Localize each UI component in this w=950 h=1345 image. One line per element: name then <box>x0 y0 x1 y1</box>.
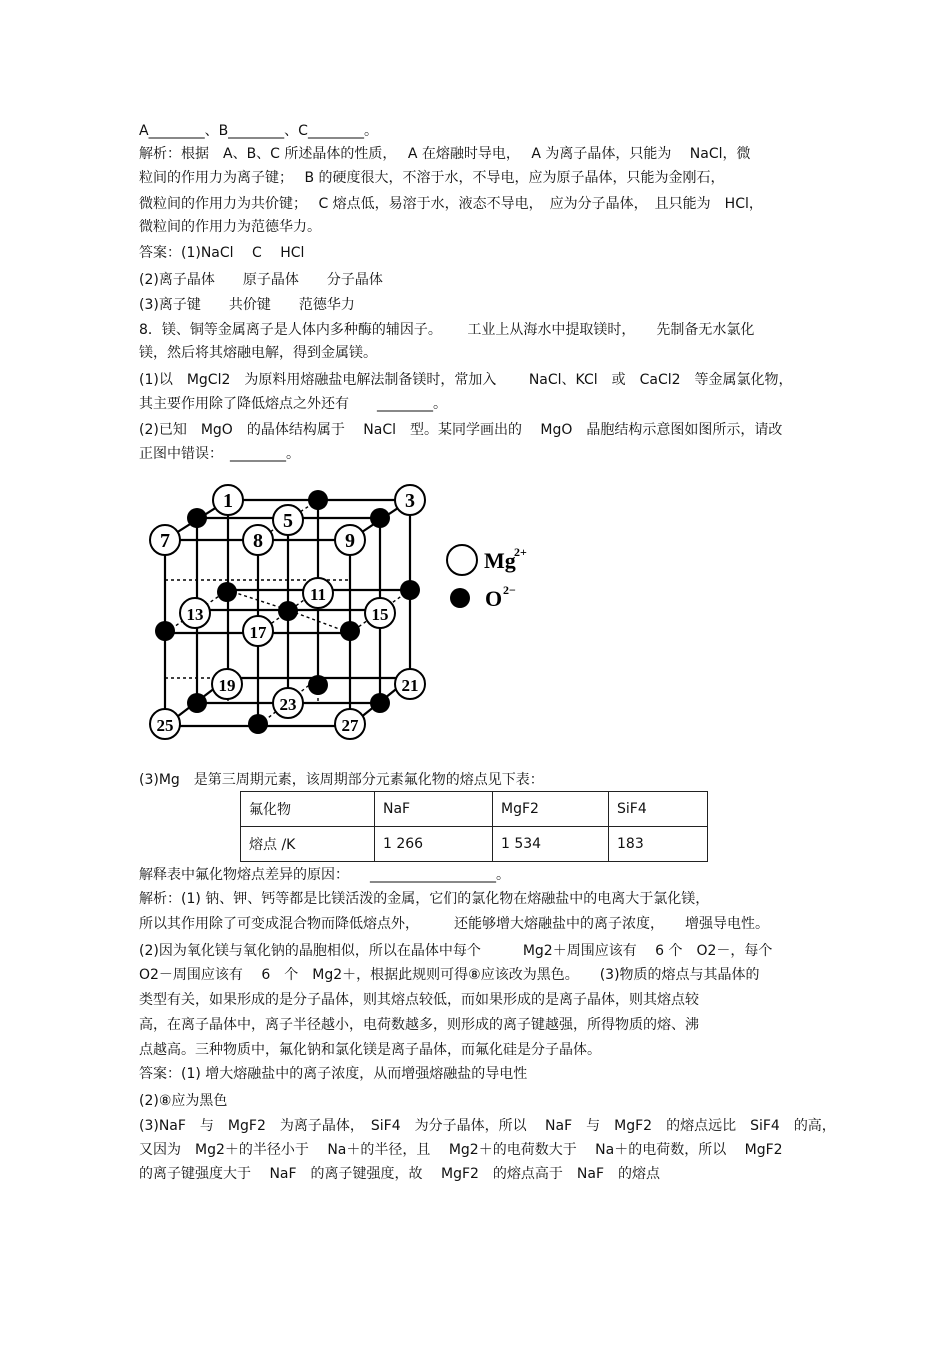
analysis-line: 微粒间的作用力为范德华力。 <box>139 219 321 235</box>
table-cell: 熔点 /K <box>241 827 375 862</box>
analysis-line: 微粒间的作用力为共价键； C 熔点低，易溶于水，液态不导电， 应为分子晶体， 且只能为 HCl， <box>139 196 763 212</box>
table-cell: 183 <box>609 827 708 862</box>
answer-line: 的离子键强度大于 NaF 的离子键强度，故 MgF2 的熔点高于 NaF 的熔点 <box>139 1166 661 1182</box>
ball-label: 1 <box>223 490 233 512</box>
analysis-line: 解析：(1) 钠、钾、钙等都是比镁活泼的金属，它们的氯化物在熔融盐中的电离大于氯化镁， <box>139 891 710 907</box>
question-8-part1-line: (1)以 MgCl2 为原料用熔融盐电解法制备镁时，常加入 NaCl、KCl 或 CaCl2 等金属氯化物， <box>139 372 793 388</box>
ball-label: 21 <box>401 676 419 695</box>
table-cell: SiF4 <box>609 792 708 827</box>
ball-label: 27 <box>341 716 359 735</box>
analysis-line: 粒间的作用力为离子键； B 的硬度很大，不溶于水，不导电，应为原子晶体，只能为金刚石， <box>139 170 725 186</box>
analysis-line: 点越高。三种物质中，氟化钠和氯化镁是离子晶体，而氟化硅是分子晶体。 <box>139 1042 601 1058</box>
answer-line: (3)离子键 共价键 范德华力 <box>139 297 355 313</box>
analysis-line: 高，在离子晶体中，离子半径越小，电荷数越多，则形成的离子键越强，所得物质的熔、沸 <box>139 1017 699 1033</box>
table-row <box>241 827 708 862</box>
table-cell: NaF <box>375 792 493 827</box>
question-8-line: 8．镁、铜等金属离子是人体内多种酶的辅因子。 工业上从海水中提取镁时， 先制备无水氯化 <box>139 322 755 338</box>
ball-label: 9 <box>345 530 355 552</box>
analysis-line: (2)因为氧化镁与氧化钠的晶胞相似，所以在晶体中每个 Mg2＋周围应该有 6 个 O2－，每个 <box>139 943 773 959</box>
answer-line: (2)⑧应为黑色 <box>139 1093 228 1109</box>
ball-label: 23 <box>279 695 297 714</box>
o-legend-charge: 2− <box>503 583 516 597</box>
question-8-part1-line: 其主要作用除了降低熔点之外还有 ________。 <box>139 396 447 412</box>
analysis-line: 类型有关，如果形成的是分子晶体，则其熔点较低，而如果形成的是离子晶体，则其熔点较 <box>139 992 699 1008</box>
ball-label: 13 <box>186 605 204 624</box>
mg-legend-charge: 2+ <box>514 545 527 559</box>
ball-label: 3 <box>405 490 415 512</box>
mg-legend-label: Mg <box>484 548 516 573</box>
mgo-unit-cell-figure <box>140 478 560 750</box>
table-header-row <box>241 792 708 827</box>
question-8-line: 镁，然后将其熔融电解，得到金属镁。 <box>139 345 377 361</box>
question-8-part3-line: (3)Mg 是第三周期元素，该周期部分元素氟化物的熔点见下表： <box>139 772 544 788</box>
table-cell: 1 266 <box>375 827 493 862</box>
answer-line: 答案：(1) 增大熔融盐中的离子浓度，从而增强熔融盐的导电性 <box>139 1066 528 1082</box>
o-legend-icon <box>450 588 470 608</box>
ball-label: 15 <box>371 605 389 624</box>
ball-label: 19 <box>218 676 236 695</box>
answer-line: 又因为 Mg2＋的半径小于 Na＋的半径，且 Mg2＋的电荷数大于 Na＋的电荷数，所以 MgF2 <box>139 1142 783 1158</box>
question-8-part2-line: 正图中错误： ________。 <box>139 446 300 462</box>
question-8-part2-line: (2)已知 MgO 的晶体结构属于 NaCl 型。某同学画出的 MgO 晶胞结构示意图如图所示，请改 <box>139 422 783 438</box>
question-8-part3-line: 解释表中氟化物熔点差异的原因： __________________。 <box>139 867 510 883</box>
answer-blanks-line: A________、B________、C________。 <box>139 123 378 139</box>
ball-label: 7 <box>160 530 170 552</box>
table-cell: MgF2 <box>493 792 609 827</box>
ball-label: 8 <box>253 530 263 552</box>
ball-label: 17 <box>249 623 267 642</box>
o-legend-label: O <box>485 586 503 611</box>
answer-line: (2)离子晶体 原子晶体 分子晶体 <box>139 272 383 288</box>
fluoride-melting-point-table <box>240 791 708 862</box>
table-cell: 1 534 <box>493 827 609 862</box>
ball-label: 5 <box>283 510 293 532</box>
analysis-line: 所以其作用除了可变成混合物而降低熔点外， 还能够增大熔融盐中的离子浓度， 增强导电性。 <box>139 916 769 932</box>
ball-label: 25 <box>156 716 174 735</box>
analysis-line: 解析：根据 A、B、C 所述晶体的性质， A 在熔融时导电， A 为离子晶体，只能为 NaCl，微 <box>139 146 751 162</box>
answer-line: (3)NaF 与 MgF2 为离子晶体， SiF4 为分子晶体，所以 NaF 与 MgF2 的熔点远比 SiF4 的高， <box>139 1118 836 1134</box>
table-cell: 氟化物 <box>241 792 375 827</box>
ball-label: 11 <box>309 585 327 604</box>
answer-line: 答案：(1)NaCl C HCl <box>139 245 305 261</box>
analysis-line: O2－周围应该有 6 个 Mg2＋，根据此规则可得⑧应该改为黑色。 (3)物质的熔点与其晶体的 <box>139 967 760 983</box>
mg-legend-icon <box>447 545 477 575</box>
